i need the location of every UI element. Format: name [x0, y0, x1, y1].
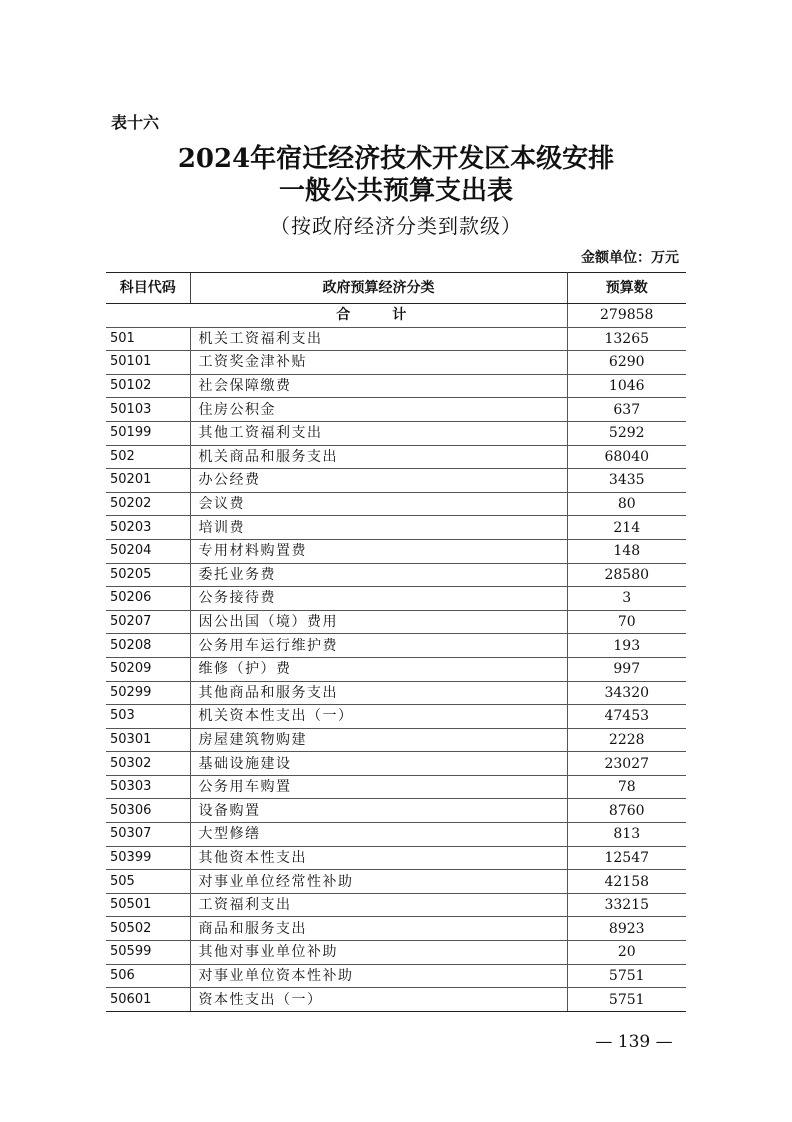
amount-cell: 28580	[567, 563, 686, 587]
code-cell: 50205	[106, 563, 190, 587]
code-cell: 50399	[106, 846, 190, 870]
code-cell: 50208	[106, 634, 190, 658]
table-row	[106, 799, 686, 823]
code-cell: 50307	[106, 823, 190, 847]
code-cell: 50306	[106, 799, 190, 823]
amount-cell: 47453	[567, 705, 686, 729]
table-row	[106, 492, 686, 516]
category-cell: 公务接待费	[190, 587, 567, 611]
table-row	[106, 988, 686, 1012]
total-amount: 279858	[567, 304, 686, 328]
code-cell: 50301	[106, 728, 190, 752]
table-row	[106, 941, 686, 965]
table-row	[106, 917, 686, 941]
amount-cell: 1046	[567, 374, 686, 398]
column-header-amount: 预算数	[567, 273, 686, 304]
category-cell: 基础设施建设	[190, 752, 567, 776]
code-cell: 50599	[106, 941, 190, 965]
amount-cell: 8760	[567, 799, 686, 823]
page-title-line2: 一般公共预算支出表	[278, 176, 513, 206]
amount-cell: 42158	[567, 870, 686, 894]
category-cell: 机关商品和服务支出	[190, 445, 567, 469]
category-cell: 住房公积金	[190, 398, 567, 422]
table-row	[106, 705, 686, 729]
amount-cell: 3435	[567, 469, 686, 493]
table-row	[106, 539, 686, 563]
amount-cell: 5292	[567, 421, 686, 445]
category-cell: 委托业务费	[190, 563, 567, 587]
table-row	[106, 563, 686, 587]
table-row	[106, 327, 686, 351]
code-cell: 50202	[106, 492, 190, 516]
table-row	[106, 587, 686, 611]
category-cell: 对事业单位资本性补助	[190, 964, 567, 988]
category-cell: 专用材料购置费	[190, 539, 567, 563]
amount-cell: 5751	[567, 964, 686, 988]
code-cell: 50101	[106, 351, 190, 375]
amount-cell: 78	[567, 775, 686, 799]
code-cell: 50601	[106, 988, 190, 1012]
code-cell: 50203	[106, 516, 190, 540]
amount-cell: 2228	[567, 728, 686, 752]
code-cell: 50302	[106, 752, 190, 776]
code-cell: 503	[106, 705, 190, 729]
table-row	[106, 469, 686, 493]
amount-cell: 13265	[567, 327, 686, 351]
amount-cell: 637	[567, 398, 686, 422]
total-label: 合 计	[190, 304, 567, 328]
table-row	[106, 445, 686, 469]
category-cell: 资本性支出（一）	[190, 988, 567, 1012]
category-cell: 其他商品和服务支出	[190, 681, 567, 705]
category-cell: 社会保障缴费	[190, 374, 567, 398]
page-number: — 139 —	[595, 1032, 673, 1052]
code-cell: 50207	[106, 610, 190, 634]
amount-cell: 12547	[567, 846, 686, 870]
category-cell: 工资福利支出	[190, 893, 567, 917]
category-cell: 公务用车购置	[190, 775, 567, 799]
amount-cell: 5751	[567, 988, 686, 1012]
amount-cell: 20	[567, 941, 686, 965]
table-row	[106, 681, 686, 705]
table-row	[106, 823, 686, 847]
amount-cell: 80	[567, 492, 686, 516]
table-row	[106, 634, 686, 658]
category-cell: 培训费	[190, 516, 567, 540]
category-cell: 维修（护）费	[190, 657, 567, 681]
category-cell: 其他工资福利支出	[190, 421, 567, 445]
page-subtitle: （按政府经济分类到款级）	[270, 214, 522, 238]
table-row	[106, 964, 686, 988]
total-code-cell	[106, 304, 190, 328]
page-title: 2024年宿迁经济技术开发区本级安排	[177, 144, 615, 174]
table-row	[106, 752, 686, 776]
category-cell: 因公出国（境）费用	[190, 610, 567, 634]
column-header-category: 政府预算经济分类	[190, 273, 567, 304]
code-cell: 506	[106, 964, 190, 988]
table-row	[106, 657, 686, 681]
code-cell: 50206	[106, 587, 190, 611]
code-cell: 50204	[106, 539, 190, 563]
code-cell: 50103	[106, 398, 190, 422]
category-cell: 其他资本性支出	[190, 846, 567, 870]
table-row	[106, 775, 686, 799]
amount-unit: 金额单位：万元	[581, 250, 679, 266]
category-cell: 房屋建筑物购建	[190, 728, 567, 752]
column-header-code: 科目代码	[106, 273, 190, 304]
table-row	[106, 846, 686, 870]
table-header-row	[106, 273, 686, 304]
category-cell: 大型修缮	[190, 823, 567, 847]
code-cell: 50502	[106, 917, 190, 941]
amount-cell: 193	[567, 634, 686, 658]
amount-cell: 34320	[567, 681, 686, 705]
category-cell: 商品和服务支出	[190, 917, 567, 941]
amount-cell: 23027	[567, 752, 686, 776]
category-cell: 公务用车运行维护费	[190, 634, 567, 658]
amount-cell: 68040	[567, 445, 686, 469]
table-row	[106, 516, 686, 540]
code-cell: 502	[106, 445, 190, 469]
amount-cell: 6290	[567, 351, 686, 375]
table-row	[106, 374, 686, 398]
code-cell: 50102	[106, 374, 190, 398]
code-cell: 50201	[106, 469, 190, 493]
amount-cell: 813	[567, 823, 686, 847]
category-cell: 其他对事业单位补助	[190, 941, 567, 965]
table-row	[106, 728, 686, 752]
table-row	[106, 610, 686, 634]
table-row	[106, 398, 686, 422]
table-label: 表十六	[111, 113, 160, 132]
category-cell: 设备购置	[190, 799, 567, 823]
category-cell: 会议费	[190, 492, 567, 516]
code-cell: 50299	[106, 681, 190, 705]
code-cell: 50199	[106, 421, 190, 445]
amount-cell: 3	[567, 587, 686, 611]
code-cell: 505	[106, 870, 190, 894]
code-cell: 50209	[106, 657, 190, 681]
amount-cell: 70	[567, 610, 686, 634]
category-cell: 工资奖金津补贴	[190, 351, 567, 375]
amount-cell: 214	[567, 516, 686, 540]
amount-cell: 33215	[567, 893, 686, 917]
table-row	[106, 870, 686, 894]
table-row	[106, 421, 686, 445]
code-cell: 50303	[106, 775, 190, 799]
category-cell: 机关资本性支出（一）	[190, 705, 567, 729]
code-cell: 501	[106, 327, 190, 351]
total-row	[106, 304, 686, 328]
category-cell: 办公经费	[190, 469, 567, 493]
budget-table	[106, 272, 686, 1012]
amount-cell: 148	[567, 539, 686, 563]
amount-cell: 8923	[567, 917, 686, 941]
table-row	[106, 351, 686, 375]
code-cell: 50501	[106, 893, 190, 917]
category-cell: 机关工资福利支出	[190, 327, 567, 351]
category-cell: 对事业单位经常性补助	[190, 870, 567, 894]
amount-cell: 997	[567, 657, 686, 681]
table-row	[106, 893, 686, 917]
